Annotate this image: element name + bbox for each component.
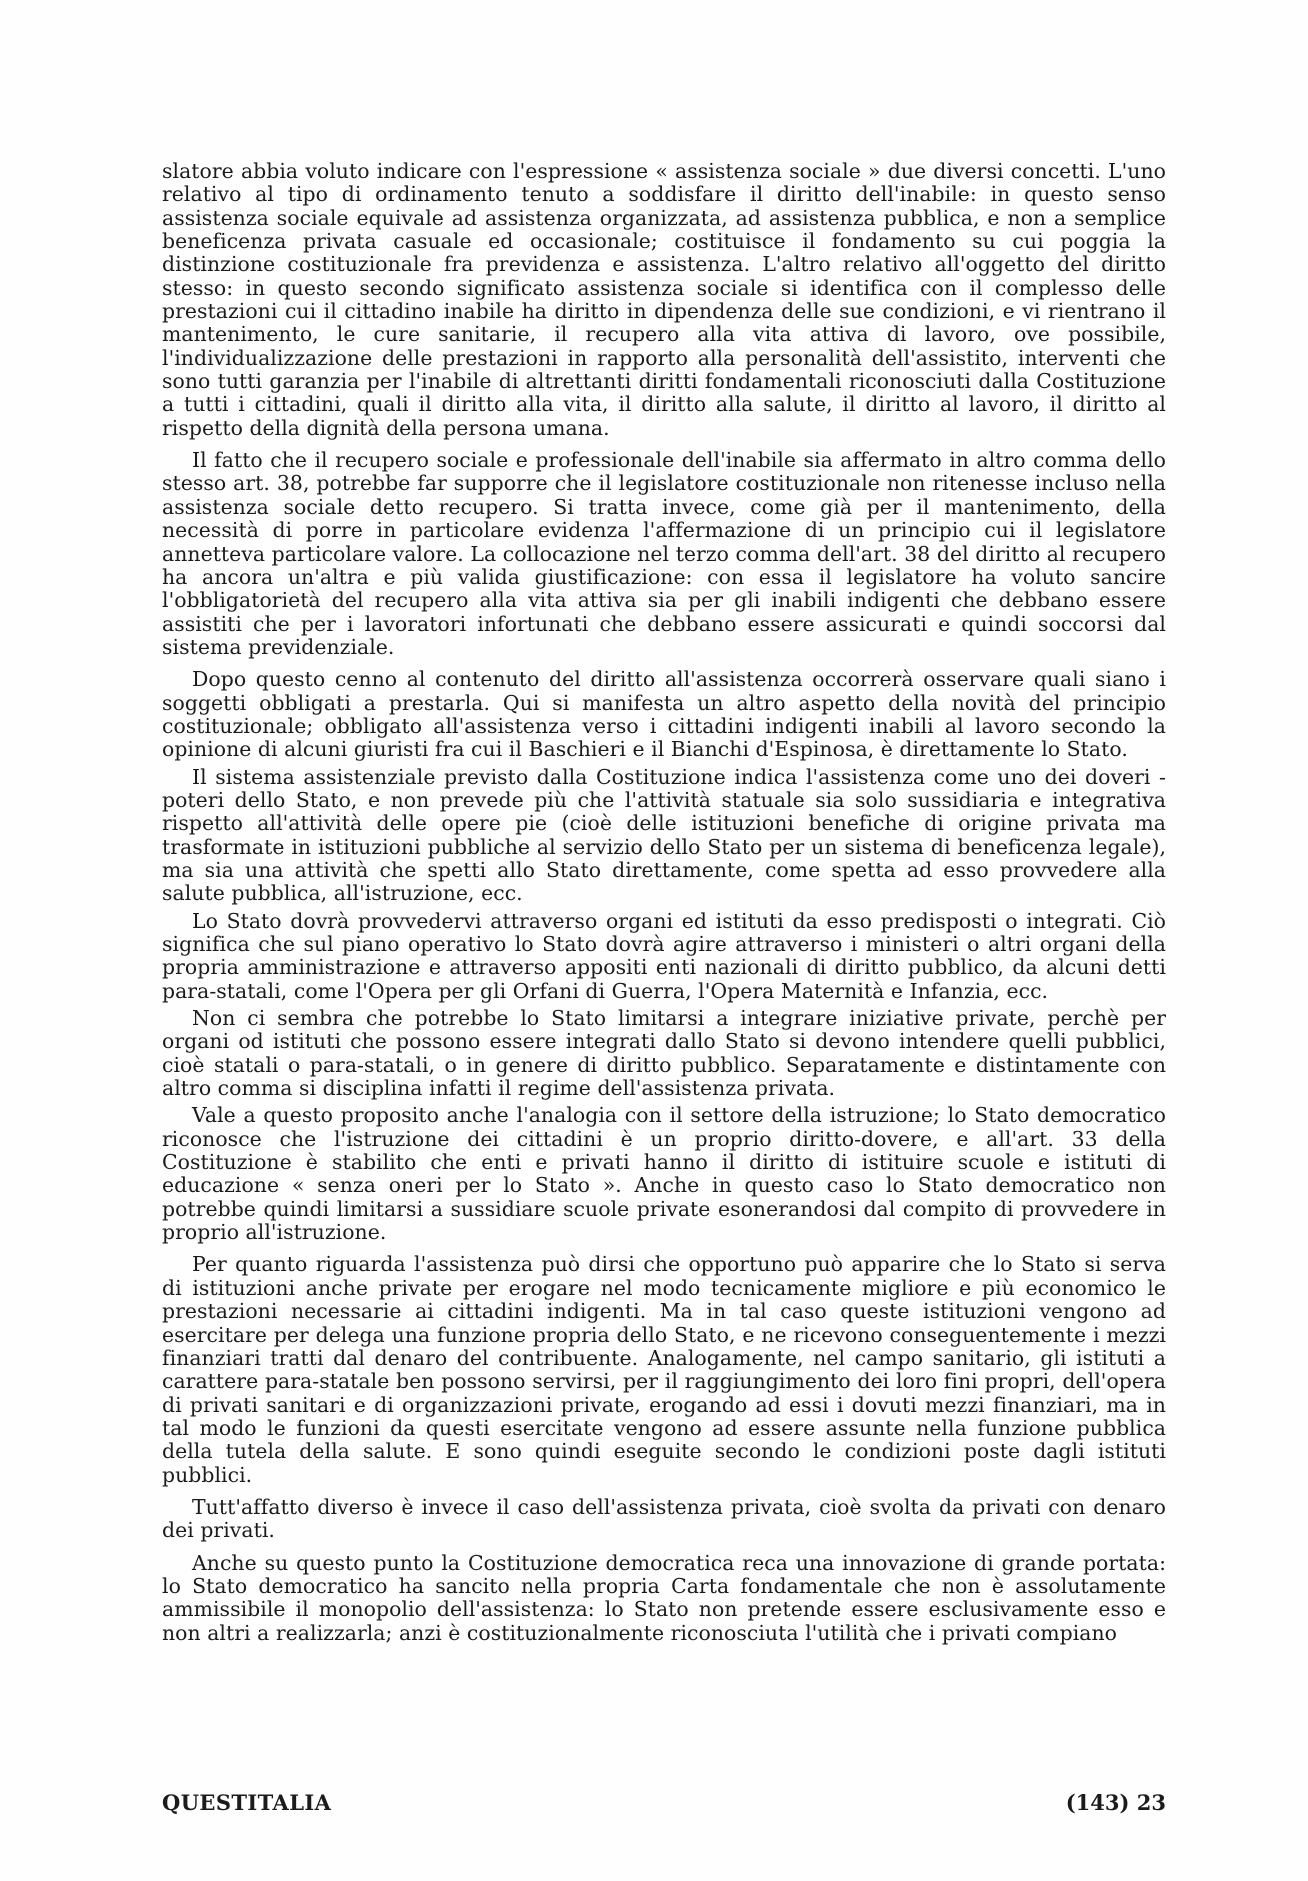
page-footer <box>162 1790 1166 1818</box>
article-body <box>162 160 1166 1645</box>
paragraph-9: Tutt'affatto diverso è invece il caso dell'assistenza privata, cioè svolta da privati con denaro dei privati. <box>162 1494 1166 1543</box>
journal-title: QUESTITALIA <box>162 1790 332 1815</box>
page-number: (143) 23 <box>1065 1790 1166 1815</box>
paragraph-3: Dopo questo cenno al contenuto del diritto all'assistenza occorrerà osservare quali siano i soggetti obbligati a prestarla. Qui si manifesta un altro aspetto della novità del principio costituzionale; obbligato all'assistenza verso i cittadini indigenti inabili al lavoro secondo la opinione di alcuni giuristi fra cui il Baschieri e il Bianchi d'Espinosa, è direttamente lo Stato. <box>162 667 1166 762</box>
paragraph-1: slatore abbia voluto indicare con l'espressione « assistenza sociale » due diversi concetti. L'uno relativo al tipo di ordinamento tenuto a soddisfare il diritto dell'inabile: in questo senso assistenza sociale equivale ad assistenza organizzata, ad assistenza pubblica, e non a semplice beneficenza privata casuale ed occasionale; costituisce il fondamento su cui poggia la distinzione costituzionale fra previdenza e assistenza. L'altro relativo all'oggetto del diritto stesso: in questo secondo significato assistenza sociale si identifica con il complesso delle prestazioni cui il cittadino inabile ha diritto in dipendenza delle sue condizioni, e vi rientrano il mantenimento, le cure sanitarie, il recupero alla vita attiva di lavoro, ove possibile, l'individualizzazione delle prestazioni in rapporto alla personalità dell'assistito, interventi che sono tutti garanzia per l'inabile di altrettanti diritti fondamentali riconosciuti dalla Costituzione a tutti i cittadini, quali il diritto alla vita, il diritto alla salute, il diritto al lavoro, il diritto al rispetto della dignità della persona umana. <box>162 159 1166 440</box>
paragraph-10: Anche su questo punto la Costituzione democratica reca una innovazione di grande portata: lo Stato democratico ha sancito nella propria Carta fondamentale che non è assolutamente ammissibile il monopolio dell'assistenza: lo Stato non pretende essere esclusivamente esso e non altri a realizzarla; anzi è costituzionalmente riconosciuta l'utilità che i privati compiano <box>162 1550 1166 1645</box>
paragraph-8: Per quanto riguarda l'assistenza può dirsi che opportuno può apparire che lo Stato si serva di istituzioni anche private per erogare nel modo tecnicamente migliore e più economico le prestazioni necessarie ai cittadini indigenti. Ma in tal caso queste istituzioni vengono ad esercitare per delega una funzione propria dello Stato, e ne ricevono conseguentemente i mezzi finanziari tratti dal denaro del contribuente. Analogamente, nel campo sanitario, gli istituti a carattere para-statale ben possono servirsi, per il raggiungimento dei loro fini propri, dell'opera di privati sanitari e di organizzazioni private, erogando ad essi i dovuti mezzi finanziari, ma in tal modo le funzioni da questi esercitate vengono ad essere assunte nella funzione pubblica della tutela della salute. E sono quindi eseguite secondo le condizioni poste dagli istituti pubblici. <box>162 1252 1166 1487</box>
paragraph-6: Non ci sembra che potrebbe lo Stato limitarsi a integrare iniziative private, perchè per organi od istituti che possono essere integrati dallo Stato si devono intendere quelli pubblici, cioè statali o para-statali, o in genere di diritto pubblico. Separatamente e distintamente con altro comma si disciplina infatti il regime dell'assistenza privata. <box>162 1006 1166 1101</box>
paragraph-2: Il fatto che il recupero sociale e professionale dell'inabile sia affermato in altro comma dello stesso art. 38, potrebbe far supporre che il legislatore costituzionale non ritenesse incluso nella assistenza sociale detto recupero. Si tratta invece, come già per il mantenimento, della necessità di porre in particolare evidenza l'affermazione di un principio cui il legislatore annetteva particolare valore. La collocazione nel terzo comma dell'art. 38 del diritto al recupero ha ancora un'altra e più valida giustificazione: con essa il legislatore ha voluto sancire l'obbligatorietà del recupero alla vita attiva sia per gli inabili indigenti che debbano essere assistiti che per i lavoratori infortunati che debbano essere assicurati e quindi soccorsi dal sistema previdenziale. <box>162 448 1166 659</box>
paragraph-5: Lo Stato dovrà provvedervi attraverso organi ed istituti da esso predisposti o integrati. Ciò significa che sul piano operativo lo Stato dovrà agire attraverso i ministeri o altri organi della propria amministrazione e attraverso appositi enti nazionali di diritto pubblico, da alcuni detti para-statali, come l'Opera per gli Orfani di Guerra, l'Opera Maternità e Infanzia, ecc. <box>162 908 1166 1003</box>
paragraph-7: Vale a questo proposito anche l'analogia con il settore della istruzione; lo Stato democratico riconosce che l'istruzione dei cittadini è un proprio diritto-dovere, e all'art. 33 della Costituzione è stabilito che enti e privati hanno il diritto di istituire scuole e istituti di educazione « senza oneri per lo Stato ». Anche in questo caso lo Stato democratico non potrebbe quindi limitarsi a sussidiare scuole private esonerandosi dal compito di provvedere in proprio all'istruzione. <box>162 1103 1166 1245</box>
paragraph-4: Il sistema assistenziale previsto dalla Costituzione indica l'assistenza come uno dei doveri - poteri dello Stato, e non prevede più che l'attività statuale sia solo sussidiaria e integrativa rispetto all'attività delle opere pie (cioè delle istituzioni benefiche di origine privata ma trasformate in istituzioni pubbliche al servizio dello Stato per un sistema di beneficenza legale), ma sia una attività che spetti allo Stato direttamente, come spetta ad esso provvedere alla salute pubblica, all'istruzione, ecc. <box>162 764 1166 906</box>
